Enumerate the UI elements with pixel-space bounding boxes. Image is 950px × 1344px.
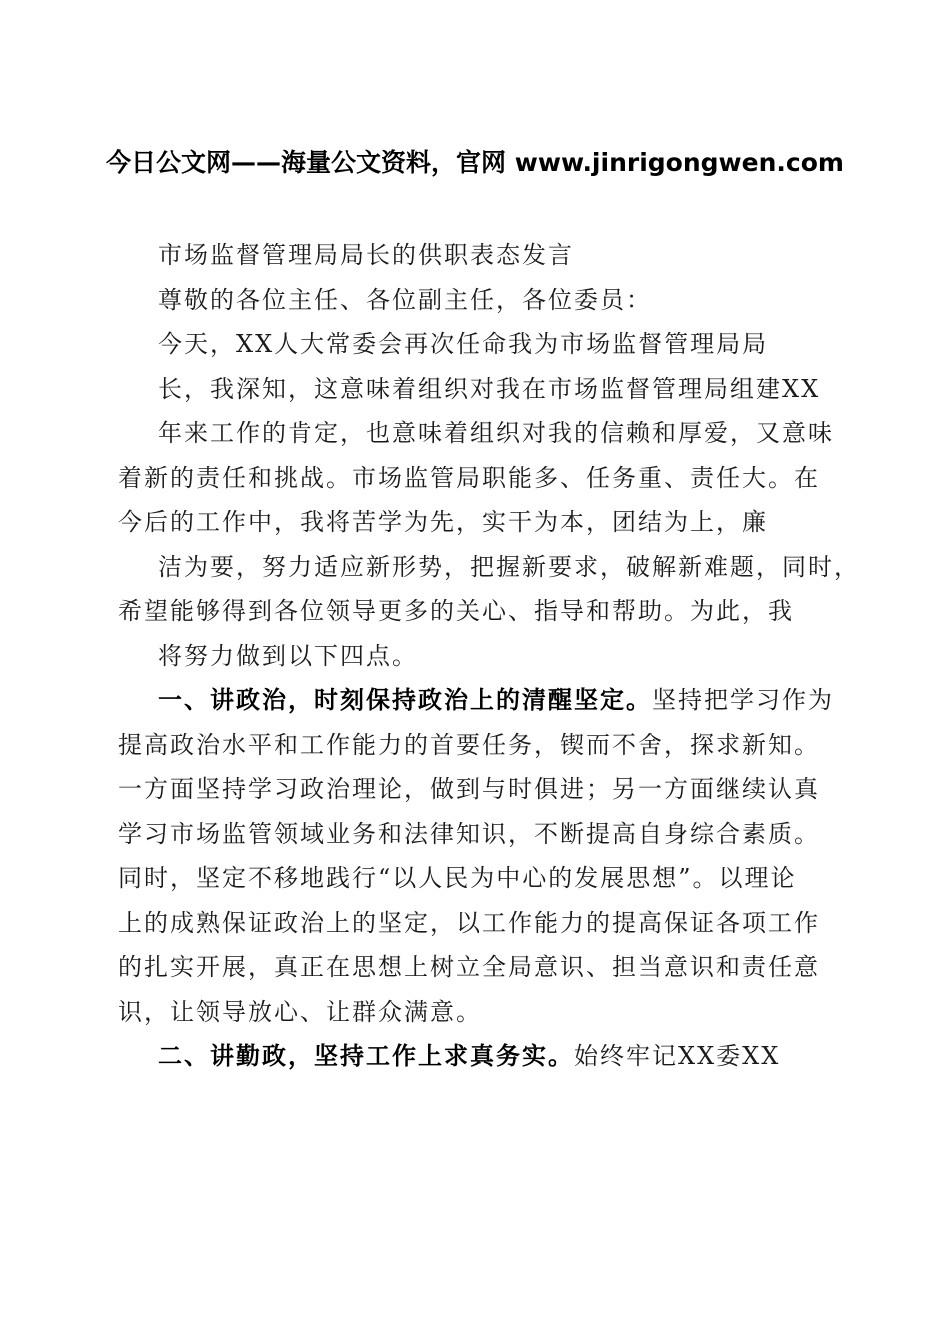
section-2-heading: 二、讲勤政，坚持工作上求真务实。 (158, 1042, 574, 1070)
body-line: 的扎实开展，真正在思想上树立全局意识、担当意识和责任意 (118, 953, 820, 981)
body-line: 上的成熟保证政治上的坚定，以工作能力的提高保证各项工作 (118, 909, 820, 937)
body-line: 学习市场监管领域业务和法律知识，不断提高自身综合素质。 (118, 820, 820, 848)
section-1-first-line (158, 683, 834, 717)
body-line: 同时，坚定不移地践行“以人民为中心的发展思想”。以理论 (118, 864, 797, 892)
body-line: 一方面坚持学习政治理论，做到与时俱进；另一方面继续认真 (118, 775, 820, 803)
section-1-heading: 一、讲政治，时刻保持政治上的清醒坚定。 (158, 686, 652, 714)
section-2-first-line (158, 1039, 780, 1073)
body-line: 希望能够得到各位领导更多的关心、指导和帮助。为此，我 (118, 597, 794, 625)
body-line: 着新的责任和挑战。市场监管局职能多、任务重、责任大。在 (118, 464, 820, 492)
body-line: 年来工作的肯定，也意味着组织对我的信赖和厚爱，又意味 (158, 419, 834, 447)
body-line: 今后的工作中，我将苦学为先，实干为本，团结为上，廉 (118, 508, 768, 536)
site-header: 今日公文网——海量公文资料，官网 www.jinrigongwen.com (106, 148, 844, 177)
body-line: 今天，XX人大常委会再次任命我为市场监督管理局局 (158, 330, 769, 358)
body-line: 洁为要，努力适应新形势，把握新要求，破解新难题，同时， (158, 553, 860, 581)
salutation: 尊敬的各位主任、各位副主任，各位委员： (158, 286, 652, 314)
document-title: 市场监督管理局局长的供职表态发言 (158, 241, 574, 269)
body-line: 提高政治水平和工作能力的首要任务，锲而不舍，探求新知。 (118, 731, 820, 759)
body-line: 识，让领导放心、让群众满意。 (118, 998, 482, 1026)
body-line: 长，我深知，这意味着组织对我在市场监督管理局组建XX (158, 375, 821, 403)
section-1-text: 坚持把学习作为 (652, 686, 834, 714)
section-2-text: 始终牢记XX委XX (574, 1042, 781, 1070)
body-line: 将努力做到以下四点。 (158, 642, 418, 670)
